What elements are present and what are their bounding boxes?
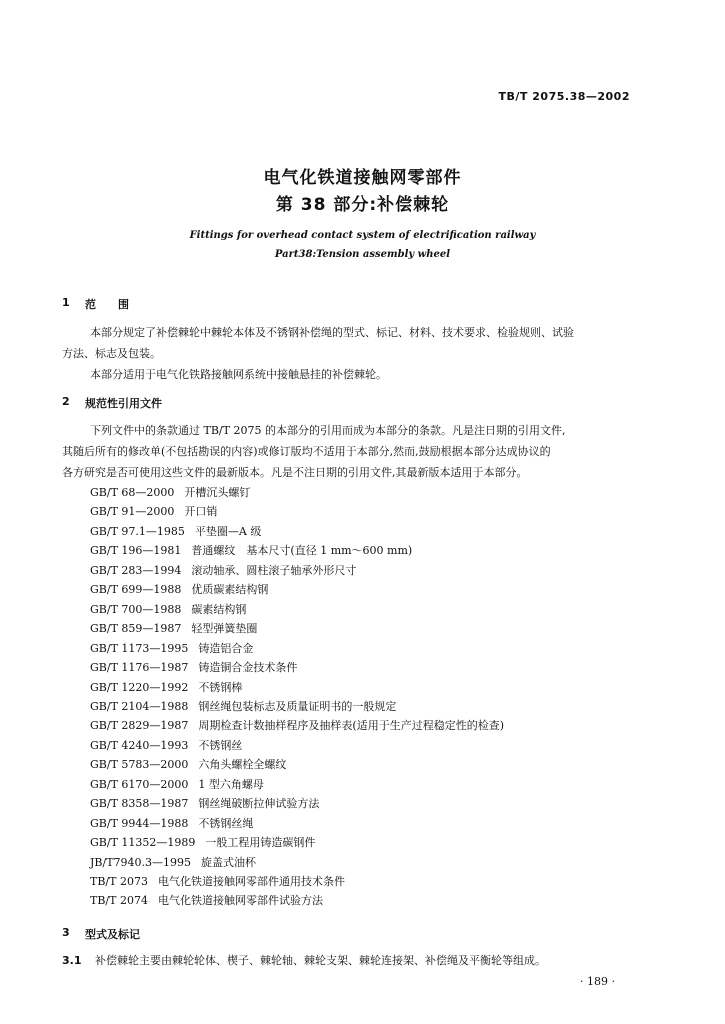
reference-code: GB/T 2829—1987 (90, 719, 189, 733)
reference-code: TB/T 2074 (90, 894, 148, 908)
page-number: · 189 · (580, 975, 615, 988)
reference-title: 不锈钢丝 (198, 738, 243, 752)
reference-item (90, 873, 345, 889)
reference-item (90, 892, 323, 908)
section-1-para-1-line-1: 本部分规定了补偿棘轮中棘轮本体及不锈钢补偿绳的型式、标记、材料、技术要求、检验规则、试验 (90, 326, 574, 339)
reference-code: GB/T 283—1994 (90, 563, 182, 577)
reference-title: 一般工程用铸造碳钢件 (205, 836, 316, 850)
document-subtitle: 第 38 部分:补偿棘轮 (275, 195, 450, 215)
reference-code: GB/T 68—2000 (90, 486, 175, 499)
reference-title: 钢丝绳包装标志及质量证明书的一般规定 (198, 699, 397, 713)
reference-item (90, 834, 315, 850)
section-3-heading (0, 926, 725, 942)
section-number: 2 (62, 395, 70, 408)
reference-item (90, 795, 319, 811)
reference-item (90, 659, 297, 675)
reference-item (90, 717, 504, 733)
subsection-text: 补偿棘轮主要由棘轮轮体、楔子、棘轮轴、棘轮支架、棘轮连接架、补偿绳及平衡轮等组成。 (95, 954, 546, 967)
reference-title: 轻型弹簧垫圈 (191, 622, 258, 636)
reference-title: 优质碳素结构钢 (191, 583, 269, 597)
reference-title: 不锈钢棒 (198, 680, 243, 694)
reference-title: 碳素结构钢 (191, 602, 247, 616)
reference-code: GB/T 699—1988 (90, 583, 182, 597)
reference-title: 旋盖式油杯 (201, 855, 257, 869)
reference-code: GB/T 11352—1989 (90, 836, 196, 850)
reference-item (90, 698, 396, 714)
reference-title: 1 型六角螺母 (198, 777, 264, 791)
reference-code: GB/T 1173—1995 (90, 641, 189, 655)
reference-title: 铸造铝合金 (198, 641, 254, 655)
reference-item (90, 640, 253, 656)
reference-title: 周期检查计数抽样程序及抽样表(适用于生产过程稳定性的检查) (198, 719, 504, 733)
reference-code: GB/T 859—1987 (90, 622, 182, 636)
reference-code: GB/T 196—1981 (90, 544, 182, 558)
standard-code: TB/T 2075.38—2002 (498, 90, 630, 103)
reference-item (90, 562, 356, 578)
reference-title: 开槽沉头螺钉 (184, 486, 251, 499)
english-title: Fittings for overhead contact system of electrification railway (189, 230, 536, 241)
reference-code: GB/T 97.1—1985 (90, 524, 185, 538)
reference-code: GB/T 5783—2000 (90, 758, 189, 772)
reference-code: TB/T 2073 (90, 875, 148, 888)
section-2-intro-line-2: 其随后所有的修改单(不包括勘误的内容)或修订版均不适用于本部分,然而,鼓励根据本部分达成协议的 (62, 445, 551, 458)
reference-code: GB/T 1220—1992 (90, 680, 189, 694)
section-title: 型式及标记 (85, 928, 140, 941)
section-3-1-line (62, 950, 546, 971)
reference-item (90, 776, 264, 792)
reference-item (90, 679, 242, 695)
section-number: 3 (62, 926, 70, 939)
section-2-intro-line-1: 下列文件中的条款通过 TB/T 2075 的本部分的引用而成为本部分的条款。凡是注日期的引用文件, (90, 424, 566, 437)
subsection-number: 3.1 (62, 954, 82, 967)
section-2-intro-line-3: 各方研究是否可使用这些文件的最新版本。凡是不注日期的引用文件,其最新版本适用于本部分。 (62, 466, 528, 479)
section-2-heading (0, 395, 725, 411)
reference-code: GB/T 91—2000 (90, 505, 175, 519)
reference-code: GB/T 2104—1988 (90, 699, 189, 713)
reference-item (90, 503, 217, 519)
reference-title: 普通螺纹 基本尺寸(直径 1 mm～600 mm) (191, 544, 413, 558)
reference-title: 滚动轴承、圆柱滚子轴承外形尺寸 (191, 563, 357, 577)
reference-title: 六角头螺栓全螺纹 (198, 758, 287, 772)
english-subtitle: Part38:Tension assembly wheel (274, 249, 451, 260)
reference-title: 钢丝绳破断拉伸试验方法 (198, 797, 320, 811)
document-title: 电气化铁道接触网零部件 (263, 168, 462, 188)
reference-code: GB/T 700—1988 (90, 602, 182, 616)
reference-code: GB/T 9944—1988 (90, 816, 189, 830)
section-1-para-2: 本部分适用于电气化铁路接触网系统中接触悬挂的补偿棘轮。 (90, 368, 387, 381)
reference-code: GB/T 1176—1987 (90, 661, 189, 675)
section-number: 1 (62, 296, 70, 309)
reference-code: GB/T 6170—2000 (90, 777, 189, 791)
reference-title: 开口销 (184, 505, 218, 519)
section-title: 范 围 (85, 298, 129, 311)
reference-title: 电气化铁道接触网零部件通用技术条件 (157, 875, 345, 888)
reference-item (90, 815, 253, 831)
reference-code: JB/T7940.3—1995 (90, 855, 192, 869)
reference-item (90, 523, 261, 539)
reference-item (90, 484, 250, 500)
reference-item (90, 542, 412, 558)
reference-item (90, 737, 242, 753)
reference-item (90, 601, 246, 617)
section-title: 规范性引用文件 (85, 397, 162, 410)
reference-code: GB/T 8358—1987 (90, 797, 189, 811)
reference-item (90, 581, 268, 597)
section-1-para-1-line-2: 方法、标志及包装。 (62, 347, 161, 360)
reference-title: 电气化铁道接触网零部件试验方法 (157, 894, 323, 908)
reference-title: 不锈钢丝绳 (198, 816, 254, 830)
reference-item (90, 854, 256, 870)
reference-item (90, 756, 286, 772)
section-1-heading (0, 296, 725, 312)
reference-item (90, 620, 257, 636)
reference-code: GB/T 4240—1993 (90, 738, 189, 752)
reference-title: 铸造铜合金技术条件 (198, 661, 298, 675)
reference-title: 平垫圈—A 级 (194, 524, 262, 538)
